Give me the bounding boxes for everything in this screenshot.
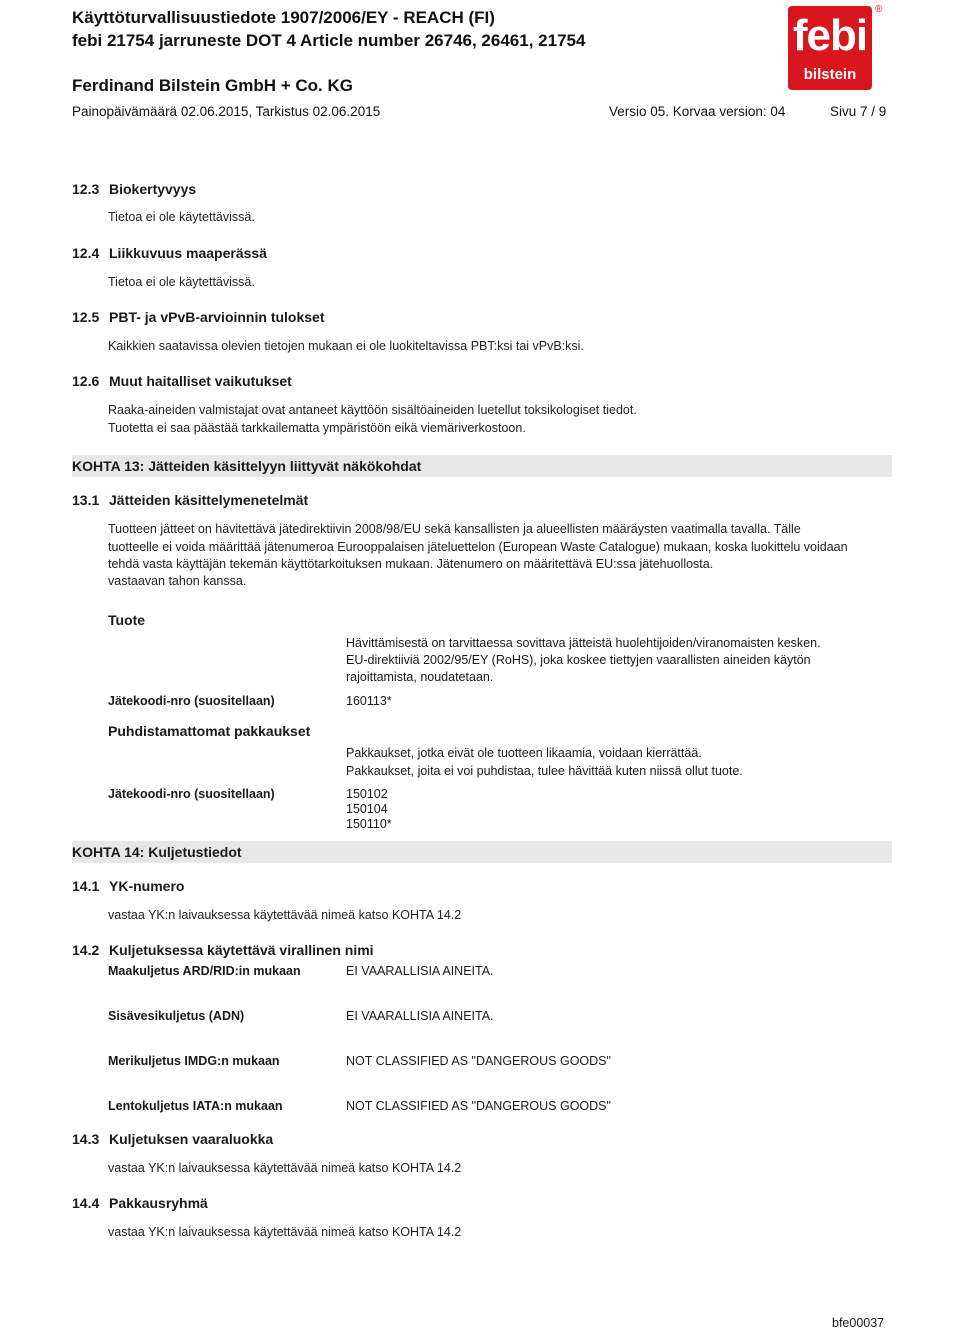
section-number: 12.4	[72, 245, 100, 261]
section-13-1-heading	[72, 492, 309, 508]
section-14-title: KOHTA 14: Kuljetustiedot	[72, 844, 242, 860]
section-number: 14.3	[72, 1131, 100, 1147]
section-title: Pakkausryhmä	[109, 1195, 208, 1211]
packaging-heading: Puhdistamattomat pakkaukset	[108, 723, 311, 739]
section-14-3-heading	[72, 1131, 274, 1147]
section-number: 12.5	[72, 309, 100, 325]
packaging-waste-code: 150104	[346, 802, 388, 816]
company-name: Ferdinand Bilstein GmbH + Co. KG	[72, 76, 353, 95]
section-14-4-text: vastaa YK:n laivauksessa käytettävää nimeä katso KOHTA 14.2	[108, 1225, 462, 1239]
section-number: 12.6	[72, 373, 100, 389]
section-13-1-text-line: tehdä vasta käyttäjän tekemän käyttötarkoituksen mukaan. Jätenumero on määritettävä EU:ssa jätehuollosta.	[108, 557, 714, 571]
section-13-1-text-line: Tuotteen jätteet on hävitettävä jätedirektiivin 2008/98/EU sekä kansallisten ja alueellisten määräysten vaatimalla tavalla. Tälle	[108, 522, 801, 536]
section-title: Biokertyvyys	[109, 181, 197, 197]
section-title: Liikkuvuus maaperässä	[109, 245, 267, 261]
product-waste-code-label: Jätekoodi-nro (suositellaan)	[108, 694, 275, 708]
print-date: Painopäivämäärä 02.06.2015, Tarkistus 02.06.2015	[72, 104, 381, 119]
section-12-5-heading	[72, 309, 325, 325]
product-desc-line: EU-direktiiviä 2002/95/EY (RoHS), joka koskee tiettyjen vaarallisten aineiden käytön	[346, 653, 811, 667]
section-title: Kuljetuksessa käytettävä virallinen nimi	[109, 942, 374, 958]
section-12-4-heading	[72, 245, 267, 261]
product-desc-line: Hävittämisestä on tarvittaessa sovittava jätteistä huolehtijoiden/viranomaisten kesken.	[346, 636, 821, 650]
section-12-6-text-line: Raaka-aineiden valmistajat ovat antaneet käyttöön sisältöaineiden luetellut toksikologiset tiedot.	[108, 403, 637, 417]
section-title: Jätteiden käsittelymenetelmät	[109, 492, 309, 508]
section-number: 14.1	[72, 878, 100, 894]
section-13-1-text-line: tuotteelle ei voida määrittää jätenumeroa Eurooppalaisen jäteluettelon (European Waste Catalogue) mukaan, koska luokittelu voidaan	[108, 540, 848, 554]
section-12-3-text: Tietoa ei ole käytettävissä.	[108, 210, 255, 224]
section-14-2-heading	[72, 942, 374, 958]
section-number: 12.3	[72, 181, 100, 197]
section-14-3-text: vastaa YK:n laivauksessa käytettävää nimeä katso KOHTA 14.2	[108, 1161, 462, 1175]
product-title: febi 21754 jarruneste DOT 4 Article number 26746, 26461, 21754	[72, 31, 586, 50]
logo-subtext: bilstein	[803, 66, 857, 83]
section-12-4-text: Tietoa ei ole käytettävissä.	[108, 275, 255, 289]
febi-bilstein-logo	[788, 6, 872, 90]
product-heading: Tuote	[108, 612, 146, 628]
transport-row-label: Lentokuljetus IATA:n mukaan	[108, 1099, 283, 1113]
section-number: 14.4	[72, 1195, 100, 1211]
footer-code: bfe00037	[832, 1316, 885, 1330]
section-14-4-heading	[72, 1195, 208, 1211]
page-number: Sivu 7 / 9	[830, 104, 887, 119]
transport-row-label: Sisävesikuljetus (ADN)	[108, 1009, 245, 1023]
section-14-bar	[72, 841, 892, 863]
section-13-bar	[72, 455, 892, 477]
section-12-6-heading	[72, 373, 292, 389]
section-title: Kuljetuksen vaaraluokka	[109, 1131, 274, 1147]
version-info: Versio 05. Korvaa version: 04	[609, 104, 786, 119]
section-number: 14.2	[72, 942, 100, 958]
transport-row-value: EI VAARALLISIA AINEITA.	[346, 1009, 494, 1023]
packaging-waste-code: 150110*	[346, 817, 392, 831]
transport-row-label: Merikuljetus IMDG:n mukaan	[108, 1054, 280, 1068]
document-title: Käyttöturvallisuustiedote 1907/2006/EY - REACH (FI)	[72, 8, 495, 27]
product-waste-code: 160113*	[346, 694, 392, 708]
packaging-waste-code: 150102	[346, 787, 388, 801]
packaging-waste-code-label: Jätekoodi-nro (suositellaan)	[108, 787, 275, 801]
section-12-5-text: Kaikkien saatavissa olevien tietojen mukaan ei ole luokiteltavissa PBT:ksi tai vPvB:ksi.	[108, 339, 584, 353]
registered-mark: ®	[875, 4, 883, 15]
packaging-desc-line: Pakkaukset, jotka eivät ole tuotteen likaamia, voidaan kierrättää.	[346, 746, 702, 760]
transport-row-value: NOT CLASSIFIED AS "DANGEROUS GOODS"	[346, 1054, 611, 1068]
section-number: 13.1	[72, 492, 100, 508]
transport-row-label: Maakuljetus ARD/RID:in mukaan	[108, 964, 301, 978]
transport-row-value: EI VAARALLISIA AINEITA.	[346, 964, 494, 978]
section-14-1-heading	[72, 878, 185, 894]
section-13-1-text-line: vastaavan tahon kanssa.	[108, 574, 247, 588]
logo-text: febi	[792, 11, 868, 60]
section-title: YK-numero	[109, 878, 185, 894]
section-title: Muut haitalliset vaikutukset	[109, 373, 292, 389]
product-desc-line: rajoittamista, noudatetaan.	[346, 670, 494, 684]
section-12-6-text-line: Tuotetta ei saa päästää tarkkailematta ympäristöön eikä viemäriverkostoon.	[108, 421, 526, 435]
packaging-desc-line: Pakkaukset, joita ei voi puhdistaa, tulee hävittää kuten niissä ollut tuote.	[346, 764, 743, 778]
section-12-3-heading	[72, 181, 197, 197]
section-title: PBT- ja vPvB-arvioinnin tulokset	[109, 309, 325, 325]
transport-row-value: NOT CLASSIFIED AS "DANGEROUS GOODS"	[346, 1099, 611, 1113]
section-14-1-text: vastaa YK:n laivauksessa käytettävää nimeä katso KOHTA 14.2	[108, 908, 462, 922]
section-13-title: KOHTA 13: Jätteiden käsittelyyn liittyvät näkökohdat	[72, 458, 422, 474]
